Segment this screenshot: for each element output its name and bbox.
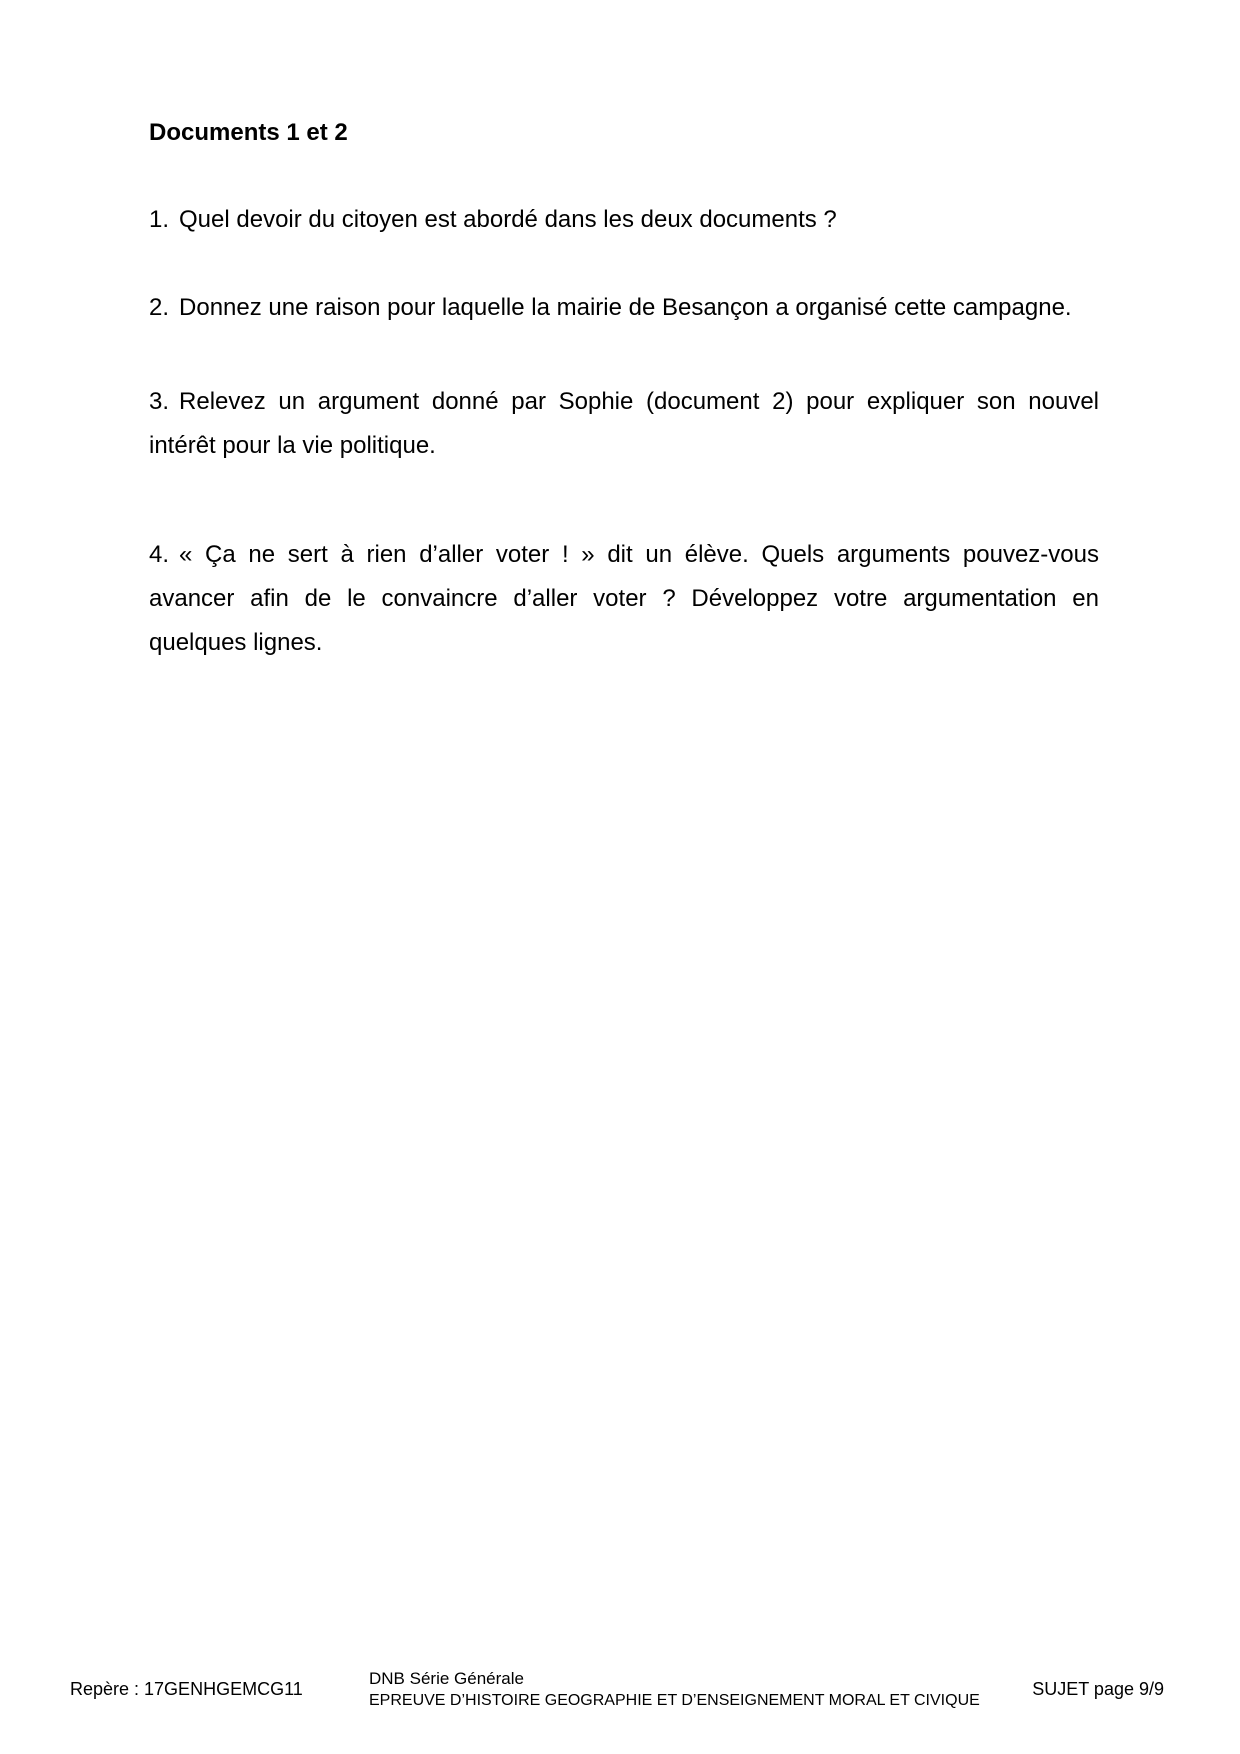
question-2 [149, 286, 1099, 330]
footer-exam-info [369, 1668, 980, 1712]
question-number: 1. [149, 206, 170, 233]
footer-exam-title: EPREUVE D’HISTOIRE GEOGRAPHIE ET D’ENSEIGNEMENT MORAL ET CIVIQUE [369, 1692, 980, 1709]
question-text: Quel devoir du citoyen est abordé dans les deux documents ? [179, 206, 837, 233]
question-text: « Ça ne sert à rien d’aller voter ! » dit un élève. Quels arguments pouvez-vous avancer afin de le convaincre d’aller voter ? Développez votre argumentation en quelques lignes. [149, 541, 1099, 656]
question-3 [149, 380, 1099, 468]
question-1 [149, 198, 1099, 242]
question-number: 2. [149, 294, 170, 321]
question-number: 4. [149, 541, 170, 568]
question-number: 3. [149, 388, 170, 415]
question-4 [149, 533, 1099, 665]
question-text: Donnez une raison pour laquelle la mairie de Besançon a organisé cette campagne. [179, 294, 1072, 321]
footer-exam-series: DNB Série Générale [369, 1669, 524, 1688]
section-title: Documents 1 et 2 [149, 119, 348, 146]
question-text: Relevez un argument donné par Sophie (document 2) pour expliquer son nouvel intérêt pour la vie politique. [149, 388, 1099, 459]
footer-page-number: SUJET page 9/9 [1032, 1679, 1164, 1699]
footer-reference: Repère : 17GENHGEMCG11 [70, 1679, 303, 1699]
